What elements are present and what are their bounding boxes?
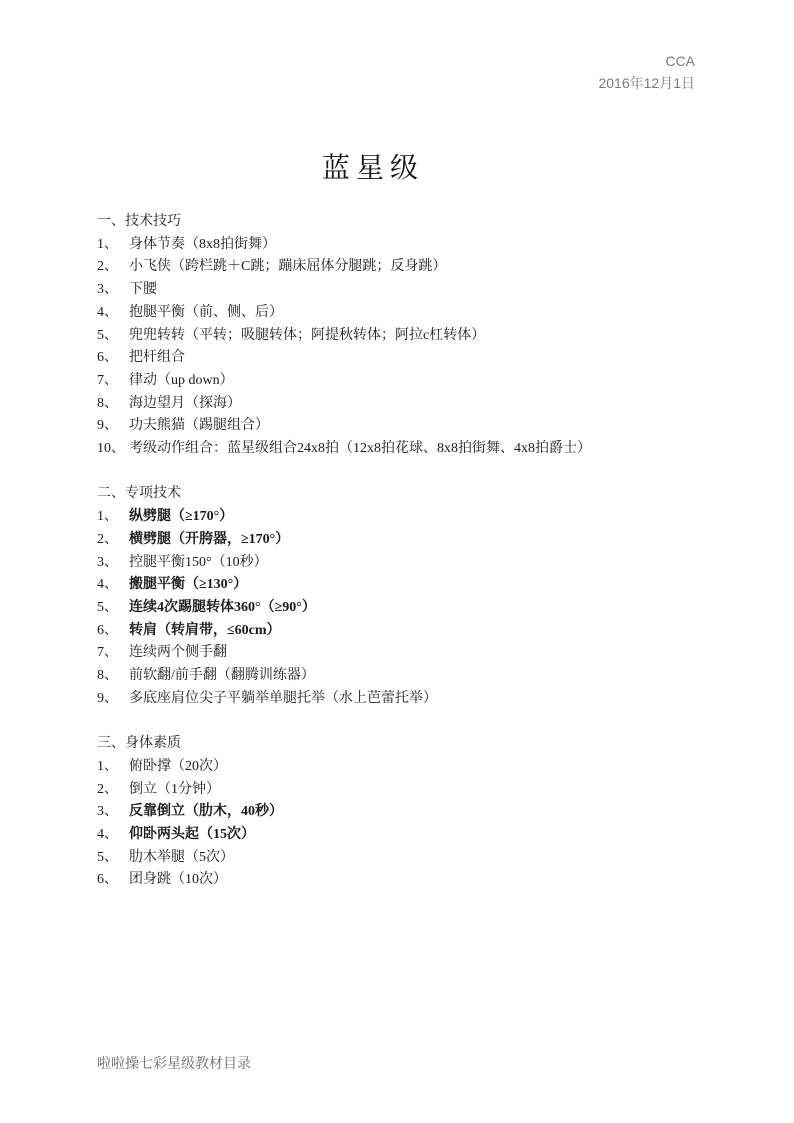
item-text: 横劈腿（开胯器，≥170°） — [129, 531, 290, 547]
list-item — [97, 393, 717, 416]
item-number: 5、 — [97, 327, 118, 343]
item-number: 3、 — [97, 282, 118, 298]
item-text: 连续4次踢腿转体360°（≥90°） — [129, 599, 316, 615]
item-text: 海边望月（探海） — [129, 395, 241, 411]
list-item — [97, 597, 717, 620]
item-number: 2、 — [97, 781, 118, 797]
item-number: 8、 — [97, 395, 118, 411]
item-text: 连续两个侧手翻 — [129, 645, 227, 661]
page-header — [598, 50, 695, 94]
header-org: CCA — [665, 53, 695, 69]
list-item — [97, 552, 717, 575]
section-3 — [97, 733, 717, 892]
item-text: 控腿平衡150°（10秒） — [129, 554, 268, 570]
section-heading: 一、技术技巧 — [97, 214, 181, 229]
item-number: 10、 — [97, 441, 125, 457]
list-item — [97, 302, 717, 325]
list-item — [97, 801, 717, 824]
list-item — [97, 438, 717, 461]
item-number: 5、 — [97, 849, 118, 865]
item-text: 小飞侠（跨栏跳＋C跳；蹦床屈体分腿跳；反身跳） — [129, 259, 447, 275]
item-number: 9、 — [97, 418, 118, 434]
item-text: 仰卧两头起（15次） — [129, 826, 255, 842]
item-text: 多底座肩位尖子平躺举单腿托举（水上芭蕾托举） — [129, 690, 437, 706]
item-number: 8、 — [97, 668, 118, 684]
list-item — [97, 756, 717, 779]
list-item — [97, 620, 717, 643]
item-number: 1、 — [97, 509, 118, 525]
item-text: 下腰 — [129, 282, 157, 298]
item-number: 4、 — [97, 577, 118, 593]
syllabus-content — [97, 211, 717, 915]
item-number: 1、 — [97, 758, 118, 774]
item-text: 身体节奏（8x8拍街舞） — [129, 236, 276, 252]
section-heading: 三、身体素质 — [97, 736, 181, 752]
item-number: 1、 — [97, 236, 118, 252]
list-item — [97, 279, 717, 302]
item-number: 4、 — [97, 826, 118, 842]
list-item — [97, 415, 717, 438]
item-number: 7、 — [97, 372, 118, 388]
header-date: 2016年12月1日 — [598, 75, 695, 91]
section-1 — [97, 211, 717, 461]
item-text: 转肩（转肩带，≤60cm） — [129, 622, 281, 638]
item-text: 把杆组合 — [129, 350, 185, 366]
item-number: 6、 — [97, 872, 118, 888]
list-item — [97, 665, 717, 688]
item-text: 俯卧撑（20次） — [129, 758, 227, 774]
list-item — [97, 234, 717, 257]
item-number: 4、 — [97, 304, 118, 320]
item-text: 兜兜转转（平转；吸腿转体；阿提秋转体；阿拉c杠转体） — [129, 327, 486, 343]
item-text: 肋木举腿（5次） — [129, 849, 234, 865]
item-text: 反靠倒立（肋木，40秒） — [129, 804, 283, 820]
list-item — [97, 847, 717, 870]
item-text: 前软翻/前手翻（翻腾训练器） — [129, 668, 315, 684]
item-text: 倒立（1分钟） — [129, 781, 220, 797]
list-item — [97, 506, 717, 529]
item-number: 9、 — [97, 690, 118, 706]
section-2 — [97, 483, 717, 710]
item-number: 3、 — [97, 554, 118, 570]
list-item — [97, 325, 717, 348]
item-text: 纵劈腿（≥170°） — [129, 509, 234, 525]
item-text: 搬腿平衡（≥130°） — [129, 577, 248, 593]
list-item — [97, 824, 717, 847]
item-text: 功夫熊猫（踢腿组合） — [129, 418, 269, 434]
list-item — [97, 779, 717, 802]
list-item — [97, 642, 717, 665]
item-number: 6、 — [97, 622, 118, 638]
list-item — [97, 574, 717, 597]
section-heading: 二、专项技术 — [97, 486, 181, 502]
item-number: 7、 — [97, 645, 118, 661]
item-number: 5、 — [97, 599, 118, 615]
list-item — [97, 347, 717, 370]
list-item — [97, 869, 717, 892]
item-number: 6、 — [97, 350, 118, 366]
list-item — [97, 688, 717, 711]
list-item — [97, 256, 717, 279]
item-number: 3、 — [97, 804, 118, 820]
item-text: 律动（up down） — [129, 372, 234, 388]
page-footer: 啦啦操七彩星级教材目录 — [97, 1057, 251, 1072]
list-item — [97, 529, 717, 552]
page-title: 蓝星级 — [321, 153, 424, 184]
item-number: 2、 — [97, 531, 118, 547]
item-text: 抱腿平衡（前、侧、后） — [129, 304, 283, 320]
list-item — [97, 370, 717, 393]
item-text: 团身跳（10次） — [129, 872, 227, 888]
item-text: 考级动作组合：蓝星级组合24x8拍（12x8拍花球、8x8拍街舞、4x8拍爵士） — [129, 441, 591, 457]
item-number: 2、 — [97, 259, 118, 275]
